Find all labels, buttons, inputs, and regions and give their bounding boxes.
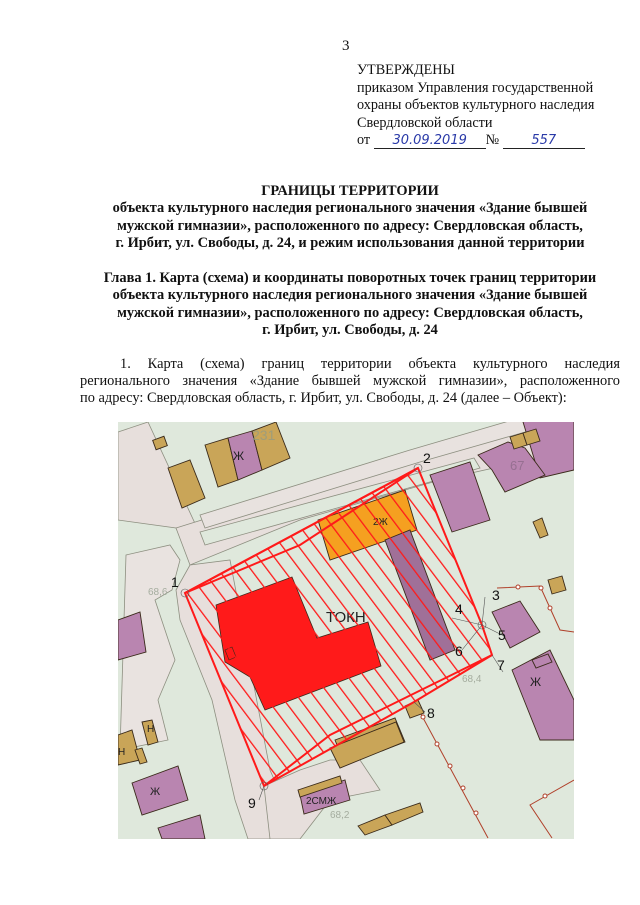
point-1: 1 [171, 574, 179, 590]
paragraph-line: 1. Карта (схема) границ территории объекта культурного наследия [120, 356, 620, 372]
label-zh-top: Ж [233, 449, 245, 463]
page-number: 3 [342, 38, 350, 54]
approval-date: 30.09.2019 [374, 134, 486, 149]
point-7: 7 [497, 657, 505, 673]
approval-line: приказом Управления государственной [357, 79, 594, 96]
svg-text:Н: Н [118, 747, 126, 758]
label-zh-right: Ж [530, 675, 542, 689]
elev-68-6: 68,6 [148, 587, 168, 598]
chapter-title [60, 270, 640, 340]
svg-text:Н: Н [147, 724, 155, 735]
point-3: 3 [492, 587, 500, 603]
elev-68-4: 68,4 [462, 674, 482, 685]
title-heading: ГРАНИЦЫ ТЕРРИТОРИИ [261, 183, 439, 199]
point-2: 2 [423, 450, 431, 466]
paragraph-line: по адресу: Свердловская область, г. Ирбит, ул. Свободы, д. 24 (далее – Объект): [80, 390, 567, 407]
territory-map [118, 422, 574, 839]
chapter-line: Глава 1. Карта (схема) и координаты поворотных точек границ территории [103, 270, 597, 286]
point-6: 6 [455, 643, 463, 659]
point-4: 4 [455, 601, 463, 617]
label-zh-bottom: Ж [150, 786, 161, 798]
approval-block [357, 62, 594, 150]
svg-text:231: 231 [252, 427, 276, 443]
approval-heading: УТВЕРЖДЕНЫ [357, 62, 455, 78]
number-prefix: № [485, 132, 500, 148]
approval-number: 557 [503, 134, 585, 149]
chapter-line: мужской гимназии», расположенного по адресу: Свердловская область, [117, 304, 583, 321]
title-line: г. Ирбит, ул. Свободы, д. 24, и режим использования данной территории [115, 235, 585, 252]
title-line: мужской гимназии», расположенного по адресу: Свердловская область, [117, 217, 583, 234]
chapter-line: г. Ирбит, ул. Свободы, д. 24 [262, 322, 438, 339]
point-5: 5 [498, 627, 506, 643]
approval-line: охраны объектов культурного наследия [357, 97, 595, 113]
title-line: объекта культурного наследия регионального значения «Здание бывшей [112, 200, 588, 217]
svg-text:67: 67 [510, 458, 525, 473]
point-9: 9 [248, 795, 256, 811]
label-2smzh: 2СМЖ [306, 796, 337, 807]
elev-68-2: 68,2 [330, 810, 350, 821]
document-title [60, 183, 640, 253]
paragraph-line: регионального значения «Здание бывшей мужской гимназии», расположенного [80, 373, 620, 390]
body-paragraph [80, 356, 620, 408]
chapter-line: объекта культурного наследия регионального значения «Здание бывшей [112, 287, 588, 304]
approval-line: Свердловской области [357, 114, 493, 131]
approval-date-row [357, 132, 594, 150]
point-8: 8 [427, 705, 435, 721]
date-prefix: от [357, 132, 371, 148]
